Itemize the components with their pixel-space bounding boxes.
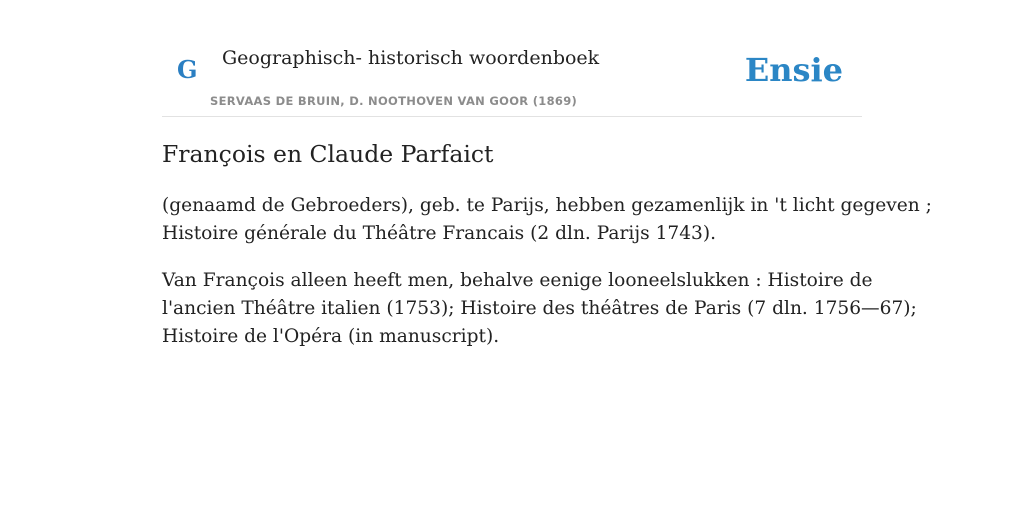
paragraph-line: l'ancien Théâtre italien (1753); Histoire des théâtres de Paris (7 dln. 1756—67); bbox=[162, 298, 917, 319]
entry-paragraph bbox=[162, 192, 932, 248]
ensie-logo[interactable]: Ensie bbox=[744, 51, 843, 89]
paragraph-line: Histoire de l'Opéra (in manuscript). bbox=[162, 326, 500, 347]
entry-title: François en Claude Parfaict bbox=[162, 140, 494, 168]
book-header bbox=[162, 0, 862, 117]
paragraph-line: Histoire générale du Théâtre Francais (2 dln. Parijs 1743). bbox=[162, 223, 717, 244]
book-author: SERVAAS DE BRUIN, D. NOOTHOVEN VAN GOOR (1869) bbox=[210, 94, 578, 108]
paragraph-line: Van François alleen heeft men, behalve eenige looneelslukken : Histoire de bbox=[162, 270, 873, 291]
entry-content bbox=[162, 137, 932, 351]
paragraph-line: (genaamd de Gebroeders), geb. te Parijs, hebben gezamenlijk in 't licht gegeven ; bbox=[162, 195, 932, 216]
entry-paragraph bbox=[162, 267, 917, 351]
book-title-link[interactable]: Geographisch- historisch woordenboek bbox=[222, 47, 600, 69]
book-letter-icon[interactable]: G bbox=[177, 55, 198, 84]
